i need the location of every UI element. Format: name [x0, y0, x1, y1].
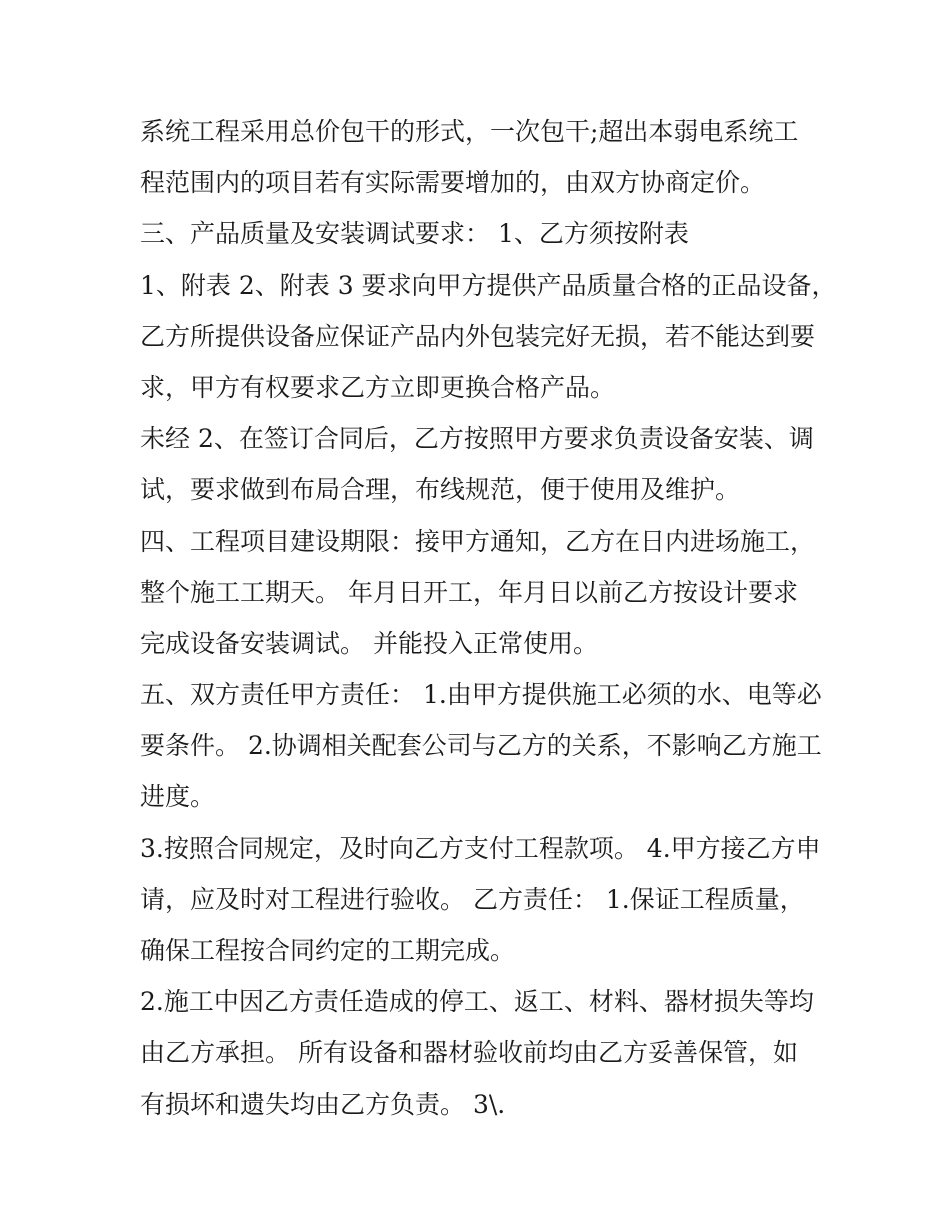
text-line: 四、工程项目建设期限：接甲方通知，乙方在日内进场施工，: [140, 526, 816, 556]
text-line: 3.按照合同规定，及时向乙方支付工程款项。 4.甲方接乙方申: [140, 833, 821, 863]
text-line: 由乙方承担。 所有设备和器材验收前均由乙方妥善保管，如: [140, 1038, 798, 1068]
text-line: 未经 2、在签订合同后，乙方按照甲方要求负责设备安装、调: [140, 424, 814, 454]
text-line: 乙方所提供设备应保证产品内外包装完好无损，若不能达到要: [140, 321, 816, 351]
text-line: 要条件。 2.协调相关配套公司与乙方的关系，不影响乙方施工: [140, 731, 822, 761]
text-line: 程范围内的项目若有实际需要增加的，由双方协商定价。: [140, 168, 766, 198]
text-line: 有损坏和遗失均由乙方负责。 3\.: [140, 1089, 506, 1119]
text-line: 整个施工工期天。 年月日开工，年月日以前乙方按设计要求: [140, 577, 798, 607]
text-line: 三、产品质量及安装调试要求： 1、乙方须按附表: [140, 219, 689, 249]
text-line: 进度。: [140, 782, 216, 812]
text-line: 确保工程按合同约定的工期完成。: [140, 936, 516, 965]
text-line: 2.施工中因乙方责任造成的停工、返工、材料、器材损失等均: [140, 987, 814, 1017]
text-line: 试，要求做到布局合理，布线规范，便于使用及维护。: [140, 475, 741, 505]
document-body: [140, 106, 837, 1130]
text-line: 系统工程采用总价包干的形式，一次包干;超出本弱电系统工: [140, 117, 799, 146]
text-line: 五、双方责任甲方责任： 1.由甲方提供施工必须的水、电等必: [140, 680, 822, 710]
text-line: 请，应及时对工程进行验收。 乙方责任： 1.保证工程质量，: [140, 884, 805, 914]
text-line: 1、附表 2、附表 3 要求向甲方提供产品质量合格的正品设备，: [140, 270, 837, 300]
text-line: 完成设备安装调试。 并能投入正常使用。: [140, 628, 598, 658]
text-line: 求，甲方有权要求乙方立即更换合格产品。: [140, 372, 616, 402]
